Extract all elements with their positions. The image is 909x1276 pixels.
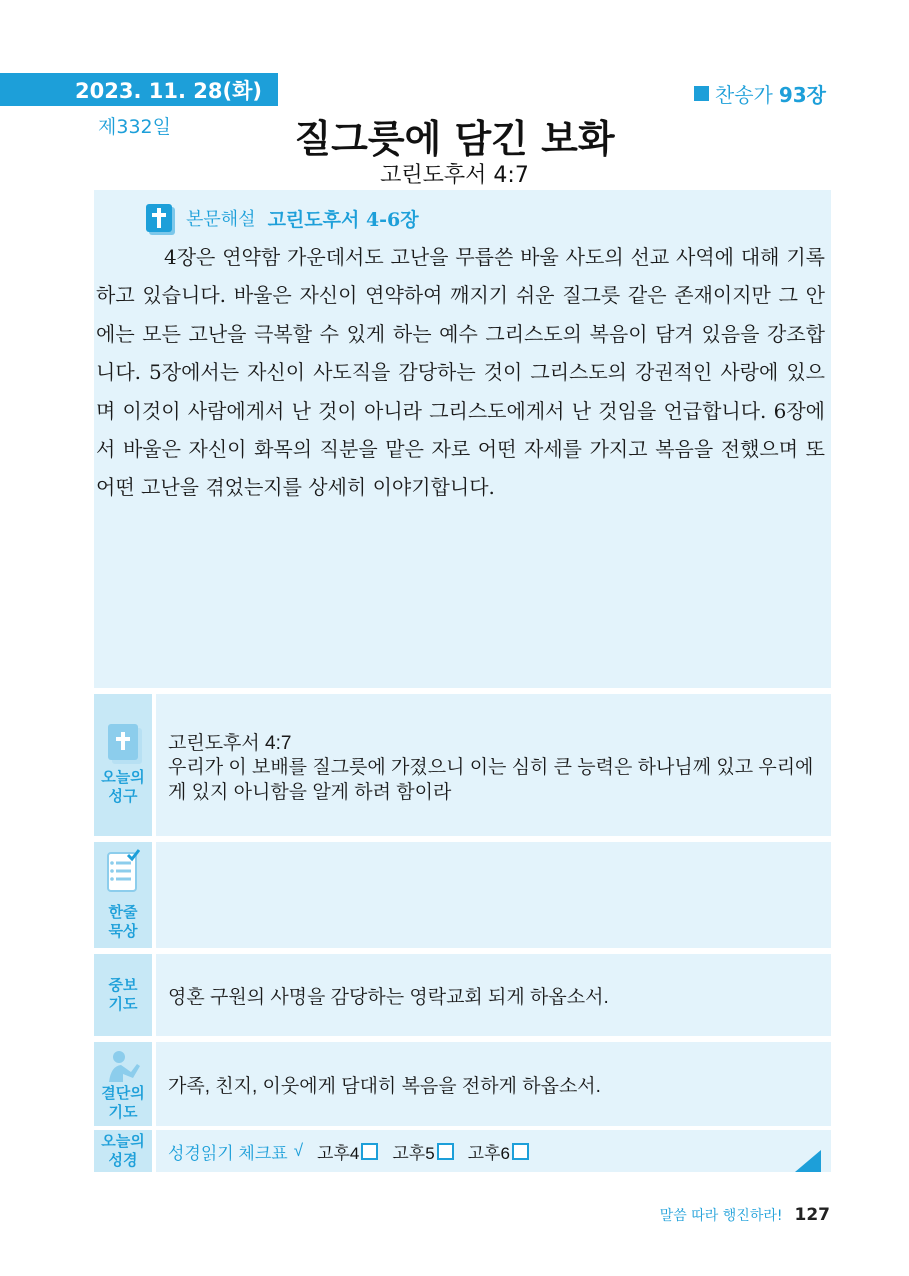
- hymn-number: 93장: [778, 83, 826, 107]
- page-footer: [660, 1205, 830, 1225]
- day-count: 제332일: [98, 116, 171, 138]
- hymn-reference: [694, 79, 826, 108]
- commentary-body: 4장은 연약함 가운데서도 고난을 무릅쓴 바울 사도의 선교 사역에 대해 기록하고 있습니다. 바울은 자신이 연약하여 깨지기 쉬운 질그릇 같은 존재이지만 그 안에는 모든 고난을 극복할 수 있게 하는 예수 그리스도의 복음이 담겨 있음을 강조합니다. 5장에서는 자신이 사도직을 감당하는 것이 그리스도의 강권적인 사랑에 있으며 이것이 사람에게서 난 것이 아니라 그리스도에게서 난 것임을 언급합니다. 6장에서 바울은 자신이 화목의 직분을 맡은 자로 어떤 자세를 가지고 복음을 전했으며 또 어떤 고난을 겪었는지를 상세히 이야기합니다.: [96, 245, 825, 500]
- intercession-side-line2: 기도: [108, 995, 138, 1013]
- page-number: 127: [794, 1205, 830, 1225]
- reading-item-label: 고후5: [392, 1143, 435, 1163]
- date: 2023. 11. 28(화): [75, 78, 262, 103]
- commentary-label: 본문해설: [186, 209, 256, 230]
- resolution-side-line1: 결단의: [101, 1084, 145, 1102]
- praying-person-icon: [103, 1050, 143, 1084]
- resolution-text: 가족, 친지, 이웃에게 담대히 복음을 전하게 하옵소서.: [168, 1075, 601, 1097]
- intercession-side-label: [94, 954, 152, 1036]
- intercession-side-line1: 중보: [108, 976, 138, 994]
- verse-side-line2: 성구: [108, 787, 138, 805]
- reading-item: [392, 1139, 453, 1164]
- reading-checkbox[interactable]: [361, 1143, 378, 1160]
- reading-section: [94, 1130, 831, 1172]
- reading-item: [468, 1139, 529, 1164]
- reading-side-line1: 오늘의: [101, 1132, 145, 1150]
- meditation-content[interactable]: [156, 842, 831, 948]
- intercession-text: 영혼 구원의 사명을 감당하는 영락교회 되게 하옵소서.: [168, 986, 609, 1008]
- commentary-header: [146, 204, 419, 232]
- verse-side-label: [94, 694, 152, 836]
- square-bullet-icon: [694, 86, 709, 101]
- reading-checklist: [168, 1130, 821, 1172]
- reading-side-label: [94, 1130, 152, 1172]
- meditation-side-line2: 묵상: [108, 922, 138, 940]
- reading-checkbox[interactable]: [512, 1143, 529, 1160]
- meditation-text: [168, 842, 821, 948]
- reading-side-line2: 성경: [108, 1151, 138, 1169]
- intercession-content: [156, 954, 831, 1036]
- check-mark-icon: √: [293, 1141, 304, 1160]
- page-title: 질그릇에 담긴 보화: [294, 117, 615, 161]
- verse-side-line1: 오늘의: [101, 768, 145, 786]
- verse-content: [156, 694, 831, 836]
- resolution-side-label: [94, 1042, 152, 1126]
- verse-reference: 고린도후서 4:7: [168, 733, 292, 754]
- reading-content: [156, 1130, 831, 1172]
- page-subtitle: 고린도후서 4:7: [380, 163, 529, 188]
- resolution-content: [156, 1042, 831, 1126]
- meditation-side-label: [94, 842, 152, 948]
- resolution-section: [94, 1042, 831, 1126]
- intercession-section: [94, 954, 831, 1036]
- verse-section: [94, 694, 831, 836]
- hymn-label: 찬송가: [714, 83, 773, 107]
- reading-checkbox[interactable]: [437, 1143, 454, 1160]
- bible-cross-icon: [146, 204, 172, 232]
- commentary-panel: [94, 190, 831, 688]
- reading-item: [317, 1139, 378, 1164]
- resolution-side-line2: 기도: [108, 1103, 138, 1121]
- date-banner: [0, 73, 278, 106]
- meditation-section: [94, 842, 831, 948]
- footer-motto: 말씀 따라 행진하라!: [659, 1208, 783, 1224]
- reading-item-label: 고후6: [467, 1143, 510, 1163]
- verse-text: 우리가 이 보배를 질그릇에 가졌으니 이는 심히 큰 능력은 하나님께 있고 우리에게 있지 아니함을 알게 하려 함이라: [168, 757, 814, 803]
- bible-book-icon: [108, 724, 138, 760]
- checklist-icon: [106, 849, 140, 893]
- meditation-side-line1: 한줄: [108, 903, 138, 921]
- reading-item-label: 고후4: [317, 1143, 360, 1163]
- checklist-label: 성경읽기 체크표: [168, 1143, 288, 1163]
- corner-triangle-icon: [795, 1150, 821, 1172]
- commentary-reference: 고린도후서 4-6장: [267, 208, 419, 231]
